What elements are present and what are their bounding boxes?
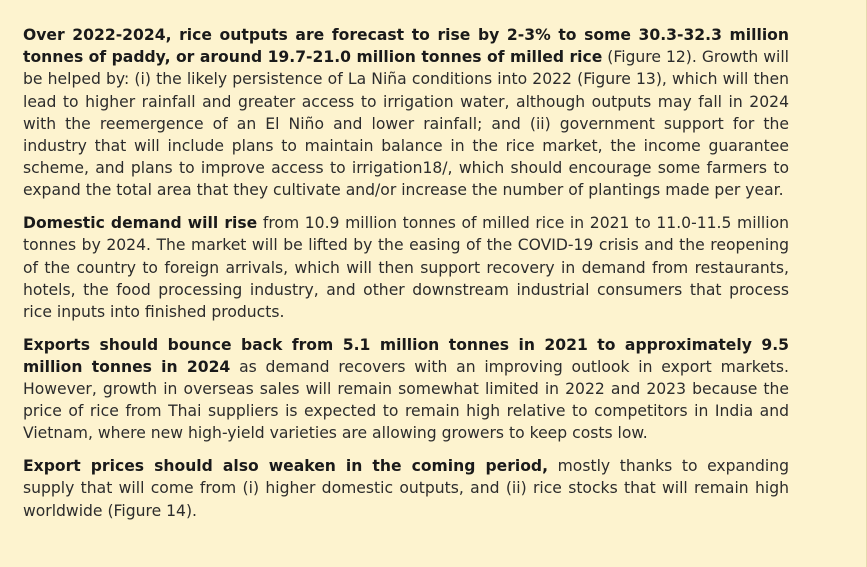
paragraph-lead: Exports should bounce back from 5.1 million tonnes in 2021 to approximately 9.5 million tonnes in 2024 bbox=[23, 335, 789, 376]
paragraph-lead: Export prices should also weaken in the coming period, bbox=[23, 457, 549, 476]
paragraph-body: mostly thanks to expanding supply that will come from (i) higher domestic outputs, and (ii) rice stocks that will remain high worldwide (Figure 14). bbox=[23, 457, 789, 520]
paragraph-lead: Over 2022-2024, rice outputs are forecast to rise by 2-3% to some 30.3-32.3 million tonnes of paddy, or around 19.7-21.0 million tonnes of milled rice bbox=[23, 26, 789, 67]
paragraph-domestic-demand bbox=[23, 212, 789, 323]
paragraph-exports bbox=[23, 334, 789, 445]
paragraph-body: (Figure 12). Growth will be helped by: (i) the likely persistence of La Niña conditions into 2022 (Figure 13), which will then lead to higher rainfall and greater access to irrigation water, although outputs may fall in 2024 with the reemergence of an El Niño and lower rainfall; and (ii) government support for the industry that will include plans to maintain balance in the rice market, the income guarantee scheme, and plans to improve access to irrigation18/, which should encourage some farmers to expand the total area that they cultivate and/or increase the number of plantings made per year. bbox=[23, 48, 789, 200]
paragraph-rice-outputs bbox=[23, 24, 789, 202]
paragraph-export-prices bbox=[23, 455, 789, 522]
paragraph-body: from 10.9 million tonnes of milled rice in 2021 to 11.0-11.5 million tonnes by 2024. The market will be lifted by the easing of the COVID-19 crisis and the reopening of the country to foreign arrivals, which will then support recovery in demand from restaurants, hotels, the food processing industry, and other downstream industrial consumers that process rice inputs into finished products. bbox=[23, 214, 790, 321]
paragraph-lead: Domestic demand will rise bbox=[23, 214, 258, 233]
paragraph-body: as demand recovers with an improving outlook in export markets. However, growth in overseas sales will remain somewhat limited in 2022 and 2023 because the price of rice from Thai suppliers is expected to remain high relative to competitors in India and Vietnam, where new high-yield varieties are allowing growers to keep costs low. bbox=[23, 357, 789, 443]
